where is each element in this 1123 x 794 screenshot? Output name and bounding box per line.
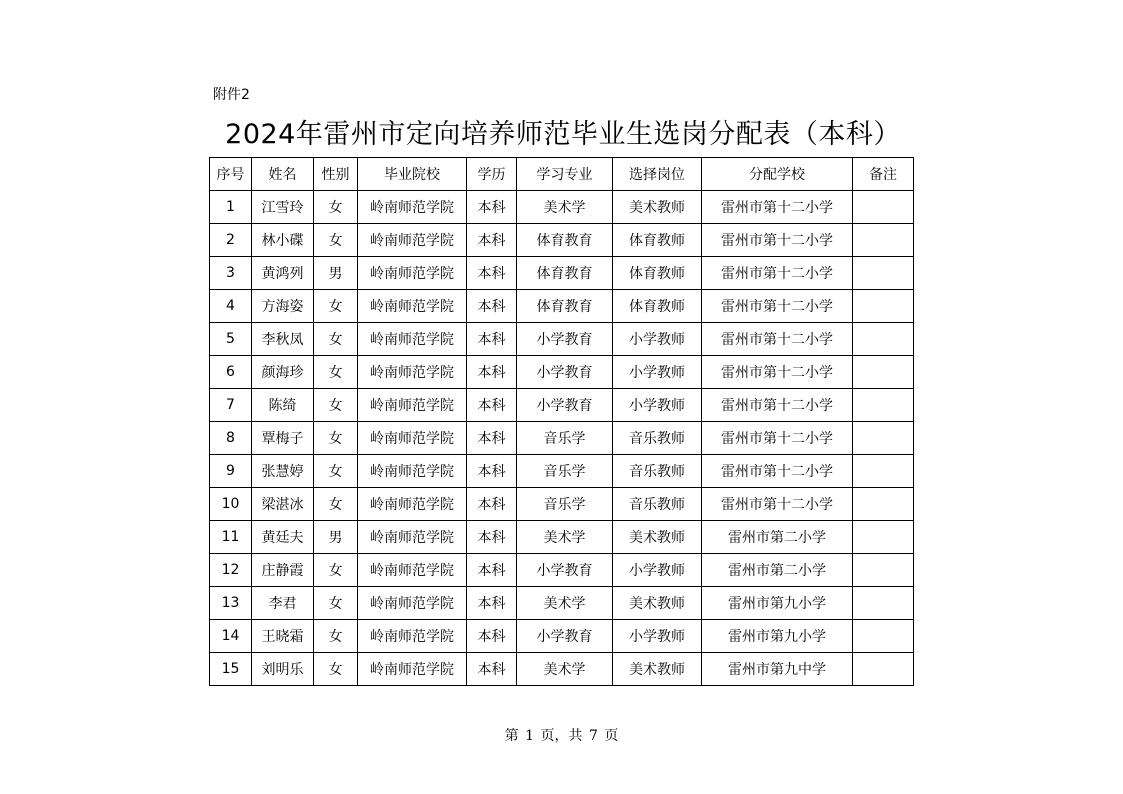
cell-name: 李秋凤 bbox=[252, 323, 314, 356]
table-row bbox=[210, 356, 914, 389]
header-degree: 学历 bbox=[467, 158, 517, 191]
cell-major: 小学教育 bbox=[517, 323, 613, 356]
cell-school: 岭南师范学院 bbox=[358, 521, 467, 554]
table-row bbox=[210, 323, 914, 356]
cell-remark bbox=[853, 323, 914, 356]
cell-gender: 女 bbox=[314, 323, 358, 356]
cell-assigned-school: 雷州市第十二小学 bbox=[702, 389, 853, 422]
cell-gender: 男 bbox=[314, 257, 358, 290]
cell-school: 岭南师范学院 bbox=[358, 356, 467, 389]
table-row bbox=[210, 620, 914, 653]
cell-degree: 本科 bbox=[467, 554, 517, 587]
cell-index: 14 bbox=[210, 620, 252, 653]
header-assigned-school: 分配学校 bbox=[702, 158, 853, 191]
cell-assigned-school: 雷州市第十二小学 bbox=[702, 356, 853, 389]
cell-position: 美术教师 bbox=[613, 587, 702, 620]
cell-gender: 女 bbox=[314, 191, 358, 224]
cell-major: 美术学 bbox=[517, 521, 613, 554]
header-remark: 备注 bbox=[853, 158, 914, 191]
cell-name: 覃梅子 bbox=[252, 422, 314, 455]
cell-assigned-school: 雷州市第九小学 bbox=[702, 620, 853, 653]
cell-assigned-school: 雷州市第二小学 bbox=[702, 521, 853, 554]
cell-gender: 女 bbox=[314, 587, 358, 620]
cell-gender: 女 bbox=[314, 455, 358, 488]
cell-degree: 本科 bbox=[467, 620, 517, 653]
cell-gender: 女 bbox=[314, 389, 358, 422]
cell-degree: 本科 bbox=[467, 356, 517, 389]
cell-name: 李君 bbox=[252, 587, 314, 620]
cell-index: 12 bbox=[210, 554, 252, 587]
cell-name: 黄鸿列 bbox=[252, 257, 314, 290]
cell-major: 音乐学 bbox=[517, 488, 613, 521]
cell-name: 黄廷夫 bbox=[252, 521, 314, 554]
cell-school: 岭南师范学院 bbox=[358, 653, 467, 686]
cell-remark bbox=[853, 191, 914, 224]
cell-position: 体育教师 bbox=[613, 257, 702, 290]
cell-school: 岭南师范学院 bbox=[358, 587, 467, 620]
cell-remark bbox=[853, 455, 914, 488]
cell-major: 小学教育 bbox=[517, 356, 613, 389]
table-row bbox=[210, 653, 914, 686]
cell-gender: 女 bbox=[314, 224, 358, 257]
table-header-row bbox=[210, 158, 914, 191]
cell-name: 林小碟 bbox=[252, 224, 314, 257]
cell-remark bbox=[853, 653, 914, 686]
cell-index: 11 bbox=[210, 521, 252, 554]
cell-position: 小学教师 bbox=[613, 620, 702, 653]
cell-remark bbox=[853, 422, 914, 455]
cell-gender: 女 bbox=[314, 356, 358, 389]
cell-school: 岭南师范学院 bbox=[358, 191, 467, 224]
table-row bbox=[210, 554, 914, 587]
cell-index: 2 bbox=[210, 224, 252, 257]
cell-gender: 女 bbox=[314, 290, 358, 323]
cell-index: 10 bbox=[210, 488, 252, 521]
cell-remark bbox=[853, 521, 914, 554]
cell-position: 小学教师 bbox=[613, 323, 702, 356]
table-row bbox=[210, 257, 914, 290]
cell-degree: 本科 bbox=[467, 488, 517, 521]
cell-position: 体育教师 bbox=[613, 224, 702, 257]
cell-major: 体育教育 bbox=[517, 224, 613, 257]
table-row bbox=[210, 521, 914, 554]
footer-total-pages: 7 bbox=[588, 728, 598, 744]
cell-name: 颜海珍 bbox=[252, 356, 314, 389]
cell-name: 梁湛冰 bbox=[252, 488, 314, 521]
cell-position: 小学教师 bbox=[613, 356, 702, 389]
cell-assigned-school: 雷州市第十二小学 bbox=[702, 488, 853, 521]
cell-remark bbox=[853, 620, 914, 653]
cell-assigned-school: 雷州市第十二小学 bbox=[702, 323, 853, 356]
cell-school: 岭南师范学院 bbox=[358, 257, 467, 290]
cell-school: 岭南师范学院 bbox=[358, 389, 467, 422]
cell-index: 13 bbox=[210, 587, 252, 620]
cell-name: 庄静霞 bbox=[252, 554, 314, 587]
cell-index: 8 bbox=[210, 422, 252, 455]
cell-index: 5 bbox=[210, 323, 252, 356]
cell-degree: 本科 bbox=[467, 455, 517, 488]
cell-degree: 本科 bbox=[467, 290, 517, 323]
cell-remark bbox=[853, 587, 914, 620]
cell-assigned-school: 雷州市第十二小学 bbox=[702, 191, 853, 224]
cell-position: 美术教师 bbox=[613, 191, 702, 224]
cell-major: 体育教育 bbox=[517, 257, 613, 290]
header-school: 毕业院校 bbox=[358, 158, 467, 191]
cell-name: 刘明乐 bbox=[252, 653, 314, 686]
cell-school: 岭南师范学院 bbox=[358, 422, 467, 455]
cell-degree: 本科 bbox=[467, 389, 517, 422]
cell-position: 音乐教师 bbox=[613, 488, 702, 521]
cell-gender: 女 bbox=[314, 422, 358, 455]
cell-name: 张慧婷 bbox=[252, 455, 314, 488]
cell-major: 小学教育 bbox=[517, 620, 613, 653]
cell-school: 岭南师范学院 bbox=[358, 488, 467, 521]
cell-assigned-school: 雷州市第十二小学 bbox=[702, 290, 853, 323]
cell-degree: 本科 bbox=[467, 257, 517, 290]
cell-index: 9 bbox=[210, 455, 252, 488]
cell-index: 6 bbox=[210, 356, 252, 389]
cell-assigned-school: 雷州市第十二小学 bbox=[702, 422, 853, 455]
table-row bbox=[210, 224, 914, 257]
cell-assigned-school: 雷州市第十二小学 bbox=[702, 224, 853, 257]
cell-index: 4 bbox=[210, 290, 252, 323]
header-major: 学习专业 bbox=[517, 158, 613, 191]
cell-name: 王晓霜 bbox=[252, 620, 314, 653]
cell-assigned-school: 雷州市第九小学 bbox=[702, 587, 853, 620]
cell-position: 音乐教师 bbox=[613, 422, 702, 455]
page-footer bbox=[0, 727, 1123, 745]
cell-gender: 女 bbox=[314, 620, 358, 653]
cell-school: 岭南师范学院 bbox=[358, 290, 467, 323]
cell-major: 美术学 bbox=[517, 191, 613, 224]
cell-position: 小学教师 bbox=[613, 554, 702, 587]
footer-middle: 页，共 bbox=[540, 728, 583, 744]
attachment-label: 附件2 bbox=[213, 87, 250, 103]
cell-remark bbox=[853, 488, 914, 521]
header-position: 选择岗位 bbox=[613, 158, 702, 191]
cell-name: 江雪玲 bbox=[252, 191, 314, 224]
header-gender: 性别 bbox=[314, 158, 358, 191]
cell-school: 岭南师范学院 bbox=[358, 224, 467, 257]
cell-position: 小学教师 bbox=[613, 389, 702, 422]
table-row bbox=[210, 422, 914, 455]
cell-degree: 本科 bbox=[467, 521, 517, 554]
cell-degree: 本科 bbox=[467, 422, 517, 455]
cell-name: 方海姿 bbox=[252, 290, 314, 323]
cell-major: 音乐学 bbox=[517, 455, 613, 488]
cell-school: 岭南师范学院 bbox=[358, 323, 467, 356]
page-title: 2024年雷州市定向培养师范毕业生选岗分配表（本科） bbox=[225, 119, 901, 150]
cell-index: 3 bbox=[210, 257, 252, 290]
cell-major: 体育教育 bbox=[517, 290, 613, 323]
cell-assigned-school: 雷州市第十二小学 bbox=[702, 257, 853, 290]
cell-major: 小学教育 bbox=[517, 554, 613, 587]
cell-position: 美术教师 bbox=[613, 653, 702, 686]
cell-remark bbox=[853, 554, 914, 587]
cell-degree: 本科 bbox=[467, 653, 517, 686]
cell-gender: 女 bbox=[314, 653, 358, 686]
cell-remark bbox=[853, 290, 914, 323]
cell-assigned-school: 雷州市第二小学 bbox=[702, 554, 853, 587]
cell-gender: 女 bbox=[314, 488, 358, 521]
cell-degree: 本科 bbox=[467, 323, 517, 356]
footer-suffix: 页 bbox=[604, 728, 619, 744]
cell-position: 体育教师 bbox=[613, 290, 702, 323]
header-name: 姓名 bbox=[252, 158, 314, 191]
table-body bbox=[210, 191, 914, 686]
table-row bbox=[210, 488, 914, 521]
cell-major: 音乐学 bbox=[517, 422, 613, 455]
table-row bbox=[210, 587, 914, 620]
cell-position: 美术教师 bbox=[613, 521, 702, 554]
cell-remark bbox=[853, 356, 914, 389]
cell-position: 音乐教师 bbox=[613, 455, 702, 488]
footer-current-page: 1 bbox=[525, 728, 535, 744]
header-index: 序号 bbox=[210, 158, 252, 191]
cell-remark bbox=[853, 224, 914, 257]
allocation-table bbox=[209, 157, 914, 686]
footer-prefix: 第 bbox=[504, 728, 519, 744]
cell-index: 1 bbox=[210, 191, 252, 224]
cell-degree: 本科 bbox=[467, 224, 517, 257]
cell-assigned-school: 雷州市第九中学 bbox=[702, 653, 853, 686]
cell-school: 岭南师范学院 bbox=[358, 620, 467, 653]
cell-major: 美术学 bbox=[517, 587, 613, 620]
cell-school: 岭南师范学院 bbox=[358, 455, 467, 488]
cell-remark bbox=[853, 257, 914, 290]
cell-major: 美术学 bbox=[517, 653, 613, 686]
cell-degree: 本科 bbox=[467, 191, 517, 224]
cell-remark bbox=[853, 389, 914, 422]
cell-index: 7 bbox=[210, 389, 252, 422]
cell-degree: 本科 bbox=[467, 587, 517, 620]
cell-name: 陈绮 bbox=[252, 389, 314, 422]
table-row bbox=[210, 389, 914, 422]
cell-assigned-school: 雷州市第十二小学 bbox=[702, 455, 853, 488]
table-row bbox=[210, 191, 914, 224]
cell-major: 小学教育 bbox=[517, 389, 613, 422]
table-row bbox=[210, 290, 914, 323]
table-row bbox=[210, 455, 914, 488]
cell-gender: 男 bbox=[314, 521, 358, 554]
cell-gender: 女 bbox=[314, 554, 358, 587]
cell-index: 15 bbox=[210, 653, 252, 686]
cell-school: 岭南师范学院 bbox=[358, 554, 467, 587]
